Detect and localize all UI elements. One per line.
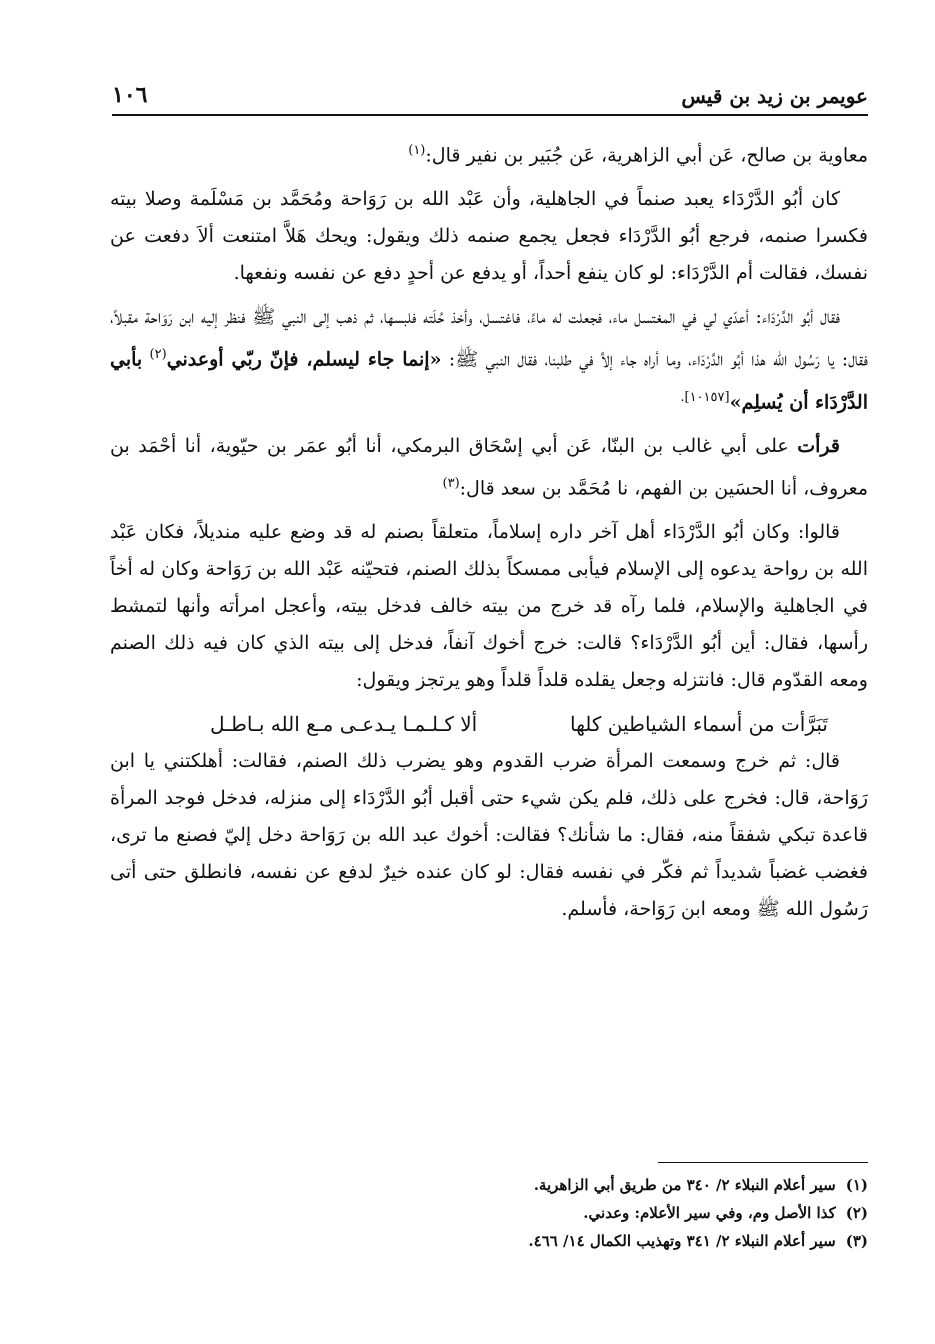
footnote-number: (١) — [845, 1176, 868, 1194]
footnote-2 — [110, 1203, 868, 1223]
footnote-divider — [658, 1162, 868, 1163]
hadith-quote: «إنما جاء ليسلم، فإنّ ربّي أوعدني — [166, 348, 442, 371]
running-header — [112, 74, 868, 116]
footnote-ref-1: (١) — [408, 143, 426, 158]
footnote-text: كذا الأصل وم، وفي سير الأعلام: وعدني. — [583, 1204, 836, 1222]
poem-hemistich-right: تَبَرَّأت من أسماء الشياطين كلها — [569, 712, 828, 737]
paragraph-4 — [110, 428, 868, 507]
paragraph-6: قال: ثم خرج وسمعت المرأة ضرب القدوم وهو يضرب ذلك الصنم، فقالت: أهلكتني يا ابن رَوَاحة، قال: فخرج على ذلك، فلم يكن شيء حتى أقبل أبُو الدَّرْدَاء إلى منزله، فدخل فوجد المرأة قاعدة تبكي شفقاً منه، فقال: ما شأنك؟ فقالت: أخوك عبد الله بن رَوَاحة دخل إليّ فصنع ما ترى، فغضب غضباً شديداً ثم فكّر في نفسه فقال: لو كان عنده خيرٌ لدفع عن نفسه، فانطلق حتى أتى رَسُول الله ﷺ ومعه ابن رَوَاحة، فأسلم. — [110, 750, 868, 921]
footnote-number: (٢) — [845, 1204, 868, 1222]
paragraph-3 — [110, 299, 868, 421]
paragraph-1 — [110, 132, 868, 174]
footnotes — [110, 1162, 868, 1259]
footnote-number: (٣) — [845, 1232, 868, 1250]
paragraph-1-text: معاوية بن صالح، عَن أبي الزاهرية، عَن جُبَير بن نفير قال: — [425, 144, 868, 167]
paragraph-2: كان أبُو الدَّرْدَاء يعبد صنماً في الجاهلية، وأن عَبْد الله بن رَوَاحة ومُحَمَّد بن مَسْلَمة وصلا بيته فكسرا صنمه، فرجع أبُو الدَّرْدَاء فجعل يجمع صنمه ذلك ويقول: ويحك هَلاَّ امتنعت ألاَ دفعت عن نفسك، فقالت أم الدَّرْدَاء: لو كان ينفع أحداً، أو يدفع عن أحدٍ دفع عن نفسه ونفعها. — [110, 188, 868, 285]
hadith-number: [١٠١٥٧]. — [680, 389, 730, 405]
page-number: ١٠٦ — [112, 82, 148, 108]
footnote-3 — [110, 1231, 868, 1251]
footnote-text: سير أعلام النبلاء ٢/ ٣٤٠ من طريق أبي الزاهرية. — [533, 1176, 836, 1194]
footnote-text: سير أعلام النبلاء ٢/ ٣٤١ وتهذيب الكمال ١٤/ ٤٦٦. — [528, 1232, 836, 1250]
running-title: عويمر بن زيد بن قيس — [681, 84, 868, 108]
qaraat-lead: قرأت — [797, 434, 840, 457]
poem-verse — [110, 706, 868, 743]
paragraph-5: قالوا: وكان أبُو الدَّرْدَاء أهل آخر داره إسلاماً، متعلقاً بصنم له قد وضع عليه منديلاً، فكان عَبْد الله بن رواحة يدعوه إلى الإسلام فيأبى ممسكاً بذلك الصنم، فتحيّنه عَبْد الله بن رَوَاحة وكان له أخاً في الجاهلية والإسلام، فلما رآه قد خرج من بيته خالف فدخل بيته، وأعجل امرأته وأنها لتمشط رأسها، فقال: أين أبُو الدَّرْدَاء؟ قالت: خرج أخوك آنفاً، فدخل إلى بيته الذي كان فيه ذلك الصنم ومعه القدّوم قال: فانتزله وجعل يقلده قلداً قلداً وهو يرتجز ويقول: — [110, 521, 868, 692]
main-text — [110, 132, 868, 935]
footnote-1 — [110, 1175, 868, 1195]
paragraph-4-text: على أبي غالب بن البنّا، عَن أبي إسْحَاق البرمكي، أنا أبُو عمَر بن حيّوية، أنا أحْمَد بن معروف، أنا الحسَين بن الفهم، نا مُحَمَّد بن سعد قال: — [110, 434, 868, 500]
hadith-quote-continued: بأبي الدَّرْدَاء أن يُسلِم» — [110, 348, 868, 413]
poem-hemistich-left: ألا كـلـمـا يـدعـى مـع الله بـاطـل — [210, 712, 478, 737]
footnote-ref-2: (٢) — [149, 347, 167, 363]
paragraph-3-text: فقال أبُو الدَّرْدَاء: أعدّي لي في المغتسل ماء، فجعلت له ماءً، فاغتسل، وأخذ حُلَته فلبسها، ثم ذهب إلى النبي ﷺ فنظر إليه ابن رَوَاحة مقبلاً، فقال: يا رَسُول الله هذا أبُو الدَّرْدَاء، وما أراه جاء إلاَّ في طلبنا، فقال النبي ﷺ: — [110, 306, 869, 371]
footnote-ref-3: (٣) — [442, 475, 460, 491]
